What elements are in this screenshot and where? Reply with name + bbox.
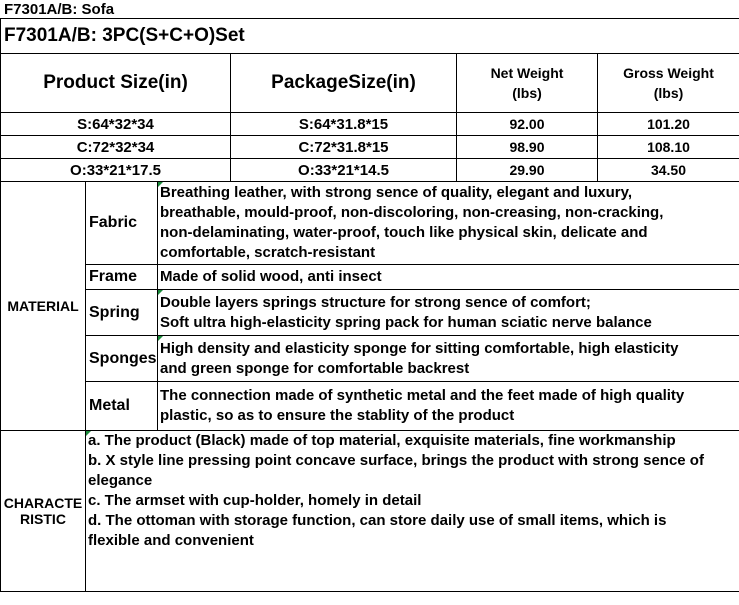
characteristic-label: CHARACTE RISTIC <box>1 431 86 592</box>
spring-label: Spring <box>86 290 158 336</box>
size-row-sofa <box>1 113 739 136</box>
net-weight-cell: 92.00 <box>457 113 598 136</box>
package-size-cell: S:64*31.8*15 <box>231 113 457 136</box>
net-weight-header: Net Weight (lbs) <box>457 54 598 113</box>
product-size-cell: O:33*21*17.5 <box>1 159 231 182</box>
spec-table <box>0 18 739 592</box>
package-size-cell: C:72*31.8*15 <box>231 136 457 159</box>
size-row-ottoman <box>1 159 739 182</box>
net-weight-cell: 29.90 <box>457 159 598 182</box>
product-size-cell: S:64*32*34 <box>1 113 231 136</box>
fabric-description: Breathing leather, with strong sence of quality, elegant and luxury, breathable, mould-proof, non-discoloring, non-creasing, non-cracking, non-delaminating, water-proof, touch like physical skin, delicate and comfortable, scratch-resistant <box>158 182 739 265</box>
gross-weight-header: Gross Weight (lbs) <box>598 54 739 113</box>
spring-description: Double layers springs structure for strong sence of comfort; Soft ultra high-elasticity spring pack for human sciatic nerve balance <box>158 290 739 336</box>
frame-description: Made of solid wood, anti insect <box>158 265 739 290</box>
product-size-header: Product Size(in) <box>1 54 231 113</box>
gross-weight-cell: 108.10 <box>598 136 739 159</box>
package-size-cell: O:33*21*14.5 <box>231 159 457 182</box>
set-title: F7301A/B: 3PC(S+C+O)Set <box>1 19 739 54</box>
material-label: MATERIAL <box>1 182 86 431</box>
product-size-cell: C:72*32*34 <box>1 136 231 159</box>
fabric-label: Fabric <box>86 182 158 265</box>
sheet-title: F7301A/B: Sofa <box>4 1 115 18</box>
package-size-header: PackageSize(in) <box>231 54 457 113</box>
gross-weight-cell: 101.20 <box>598 113 739 136</box>
frame-label: Frame <box>86 265 158 290</box>
characteristic-description: a. The product (Black) made of top material, exquisite materials, fine workmanship b. X style line pressing point concave surface, brings the product with strong sence of elegance c. The armset with cup-holder, homely in detail d. The ottoman with storage function, can store daily use of small items, which is flexible and convenient <box>86 431 739 592</box>
metal-description: The connection made of synthetic metal and the feet made of high quality plastic, so as to ensure the stablity of the product <box>158 382 739 431</box>
sponges-description: High density and elasticity sponge for sitting comfortable, high elasticity and green sponge for comfortable backrest <box>158 336 739 382</box>
metal-label: Metal <box>86 382 158 431</box>
sponges-label: Sponges <box>86 336 158 382</box>
size-row-chair <box>1 136 739 159</box>
net-weight-cell: 98.90 <box>457 136 598 159</box>
gross-weight-cell: 34.50 <box>598 159 739 182</box>
